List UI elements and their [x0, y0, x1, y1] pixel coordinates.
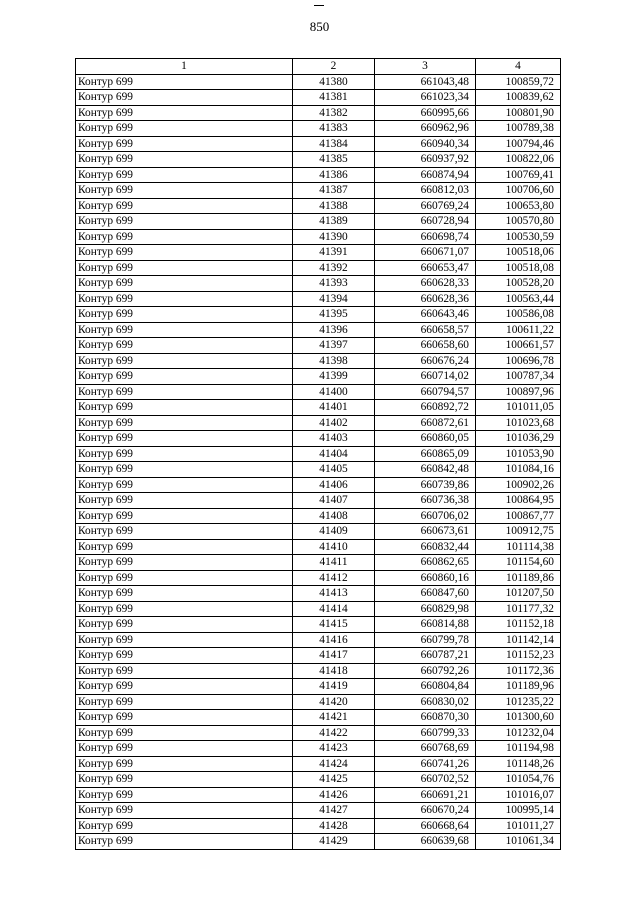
contour-name-cell: Контур 699 — [76, 818, 293, 834]
y-coordinate-cell: 100867,77 — [476, 508, 561, 524]
table-row — [76, 152, 561, 168]
point-number-cell: 41411 — [293, 555, 375, 571]
x-coordinate-cell: 661043,48 — [375, 74, 476, 90]
x-coordinate-cell: 660870,30 — [375, 710, 476, 726]
contour-name-cell: Контур 699 — [76, 679, 293, 695]
y-coordinate-cell: 101235,22 — [476, 694, 561, 710]
point-number-cell: 41404 — [293, 446, 375, 462]
table-row — [76, 260, 561, 276]
contour-name-cell: Контур 699 — [76, 694, 293, 710]
contour-name-cell: Контур 699 — [76, 353, 293, 369]
y-coordinate-cell: 101189,96 — [476, 679, 561, 695]
y-coordinate-cell: 100518,08 — [476, 260, 561, 276]
x-coordinate-cell: 660676,24 — [375, 353, 476, 369]
point-number-cell: 41407 — [293, 493, 375, 509]
point-number-cell: 41395 — [293, 307, 375, 323]
y-coordinate-cell: 100995,14 — [476, 803, 561, 819]
x-coordinate-cell: 660874,94 — [375, 167, 476, 183]
x-coordinate-cell: 660940,34 — [375, 136, 476, 152]
table-row — [76, 493, 561, 509]
y-coordinate-cell: 100801,90 — [476, 105, 561, 121]
x-coordinate-cell: 660728,94 — [375, 214, 476, 230]
point-number-cell: 41417 — [293, 648, 375, 664]
contour-name-cell: Контур 699 — [76, 462, 293, 478]
y-coordinate-cell: 101148,26 — [476, 756, 561, 772]
x-coordinate-cell: 661023,34 — [375, 90, 476, 106]
x-coordinate-cell: 660739,86 — [375, 477, 476, 493]
table-row — [76, 617, 561, 633]
table-row — [76, 322, 561, 338]
x-coordinate-cell: 660799,78 — [375, 632, 476, 648]
x-coordinate-cell: 660804,84 — [375, 679, 476, 695]
y-coordinate-cell: 100769,41 — [476, 167, 561, 183]
contour-name-cell: Контур 699 — [76, 90, 293, 106]
x-coordinate-cell: 660892,72 — [375, 400, 476, 416]
table-row — [76, 803, 561, 819]
x-coordinate-cell: 660769,24 — [375, 198, 476, 214]
contour-name-cell: Контур 699 — [76, 136, 293, 152]
point-number-cell: 41394 — [293, 291, 375, 307]
y-coordinate-cell: 101177,32 — [476, 601, 561, 617]
y-coordinate-cell: 101114,38 — [476, 539, 561, 555]
point-number-cell: 41409 — [293, 524, 375, 540]
x-coordinate-cell: 660736,38 — [375, 493, 476, 509]
table-row — [76, 431, 561, 447]
point-number-cell: 41420 — [293, 694, 375, 710]
x-coordinate-cell: 660787,21 — [375, 648, 476, 664]
top-mark — [314, 5, 324, 6]
column-header-1: 1 — [76, 59, 293, 75]
point-number-cell: 41380 — [293, 74, 375, 90]
x-coordinate-cell: 660794,57 — [375, 384, 476, 400]
table-row — [76, 291, 561, 307]
x-coordinate-cell: 660814,88 — [375, 617, 476, 633]
table-row — [76, 818, 561, 834]
point-number-cell: 41396 — [293, 322, 375, 338]
x-coordinate-cell: 660830,02 — [375, 694, 476, 710]
x-coordinate-cell: 660714,02 — [375, 369, 476, 385]
x-coordinate-cell: 660668,64 — [375, 818, 476, 834]
table-row — [76, 555, 561, 571]
table-row — [76, 834, 561, 850]
x-coordinate-cell: 660962,96 — [375, 121, 476, 137]
x-coordinate-cell: 660658,60 — [375, 338, 476, 354]
contour-name-cell: Контур 699 — [76, 648, 293, 664]
table-row — [76, 400, 561, 416]
contour-name-cell: Контур 699 — [76, 214, 293, 230]
point-number-cell: 41428 — [293, 818, 375, 834]
y-coordinate-cell: 100653,80 — [476, 198, 561, 214]
table-row — [76, 772, 561, 788]
table-row — [76, 508, 561, 524]
x-coordinate-cell: 660792,26 — [375, 663, 476, 679]
table-row — [76, 369, 561, 385]
point-number-cell: 41386 — [293, 167, 375, 183]
y-coordinate-cell: 100586,08 — [476, 307, 561, 323]
table-row — [76, 214, 561, 230]
point-number-cell: 41421 — [293, 710, 375, 726]
contour-name-cell: Контур 699 — [76, 229, 293, 245]
y-coordinate-cell: 101023,68 — [476, 415, 561, 431]
column-header-3: 3 — [375, 59, 476, 75]
y-coordinate-cell: 101152,18 — [476, 617, 561, 633]
point-number-cell: 41388 — [293, 198, 375, 214]
column-header-4: 4 — [476, 59, 561, 75]
table-row — [76, 229, 561, 245]
contour-name-cell: Контур 699 — [76, 198, 293, 214]
contour-name-cell: Контур 699 — [76, 152, 293, 168]
point-number-cell: 41419 — [293, 679, 375, 695]
contour-name-cell: Контур 699 — [76, 183, 293, 199]
x-coordinate-cell: 660671,07 — [375, 245, 476, 261]
x-coordinate-cell: 660691,21 — [375, 787, 476, 803]
table-row — [76, 198, 561, 214]
contour-name-cell: Контур 699 — [76, 508, 293, 524]
table-row — [76, 121, 561, 137]
y-coordinate-cell: 100706,60 — [476, 183, 561, 199]
point-number-cell: 41425 — [293, 772, 375, 788]
y-coordinate-cell: 100696,78 — [476, 353, 561, 369]
y-coordinate-cell: 101194,98 — [476, 741, 561, 757]
contour-name-cell: Контур 699 — [76, 586, 293, 602]
x-coordinate-cell: 660768,69 — [375, 741, 476, 757]
x-coordinate-cell: 660812,03 — [375, 183, 476, 199]
point-number-cell: 41405 — [293, 462, 375, 478]
y-coordinate-cell: 100563,44 — [476, 291, 561, 307]
point-number-cell: 41406 — [293, 477, 375, 493]
x-coordinate-cell: 660860,16 — [375, 570, 476, 586]
y-coordinate-cell: 100611,22 — [476, 322, 561, 338]
contour-name-cell: Контур 699 — [76, 539, 293, 555]
table-row — [76, 446, 561, 462]
table-row — [76, 415, 561, 431]
x-coordinate-cell: 660653,47 — [375, 260, 476, 276]
x-coordinate-cell: 660658,57 — [375, 322, 476, 338]
x-coordinate-cell: 660937,92 — [375, 152, 476, 168]
y-coordinate-cell: 101207,50 — [476, 586, 561, 602]
contour-name-cell: Контур 699 — [76, 384, 293, 400]
point-number-cell: 41397 — [293, 338, 375, 354]
table-row — [76, 586, 561, 602]
point-number-cell: 41393 — [293, 276, 375, 292]
contour-name-cell: Контур 699 — [76, 477, 293, 493]
point-number-cell: 41422 — [293, 725, 375, 741]
point-number-cell: 41418 — [293, 663, 375, 679]
table-row — [76, 648, 561, 664]
x-coordinate-cell: 660842,48 — [375, 462, 476, 478]
point-number-cell: 41398 — [293, 353, 375, 369]
point-number-cell: 41429 — [293, 834, 375, 850]
table-row — [76, 74, 561, 90]
table-row — [76, 90, 561, 106]
contour-name-cell: Контур 699 — [76, 431, 293, 447]
point-number-cell: 41414 — [293, 601, 375, 617]
table-row — [76, 477, 561, 493]
point-number-cell: 41392 — [293, 260, 375, 276]
contour-name-cell: Контур 699 — [76, 601, 293, 617]
table-row — [76, 384, 561, 400]
y-coordinate-cell: 101061,34 — [476, 834, 561, 850]
table-row — [76, 524, 561, 540]
y-coordinate-cell: 101172,36 — [476, 663, 561, 679]
point-number-cell: 41390 — [293, 229, 375, 245]
contour-name-cell: Контур 699 — [76, 446, 293, 462]
table-row — [76, 462, 561, 478]
x-coordinate-cell: 660628,36 — [375, 291, 476, 307]
table-row — [76, 632, 561, 648]
x-coordinate-cell: 660643,46 — [375, 307, 476, 323]
contour-name-cell: Контур 699 — [76, 555, 293, 571]
table-header-row — [76, 59, 561, 75]
contour-name-cell: Контур 699 — [76, 741, 293, 757]
contour-name-cell: Контур 699 — [76, 400, 293, 416]
x-coordinate-cell: 660860,05 — [375, 431, 476, 447]
contour-name-cell: Контур 699 — [76, 322, 293, 338]
table-row — [76, 539, 561, 555]
table-row — [76, 136, 561, 152]
table-row — [76, 601, 561, 617]
y-coordinate-cell: 100530,59 — [476, 229, 561, 245]
point-number-cell: 41381 — [293, 90, 375, 106]
table-row — [76, 183, 561, 199]
x-coordinate-cell: 660702,52 — [375, 772, 476, 788]
y-coordinate-cell: 101011,05 — [476, 400, 561, 416]
point-number-cell: 41387 — [293, 183, 375, 199]
contour-name-cell: Контур 699 — [76, 74, 293, 90]
point-number-cell: 41427 — [293, 803, 375, 819]
y-coordinate-cell: 101011,27 — [476, 818, 561, 834]
column-header-2: 2 — [293, 59, 375, 75]
y-coordinate-cell: 100787,34 — [476, 369, 561, 385]
contour-name-cell: Контур 699 — [76, 245, 293, 261]
point-number-cell: 41416 — [293, 632, 375, 648]
point-number-cell: 41408 — [293, 508, 375, 524]
point-number-cell: 41384 — [293, 136, 375, 152]
contour-name-cell: Контур 699 — [76, 725, 293, 741]
contour-name-cell: Контур 699 — [76, 524, 293, 540]
point-number-cell: 41424 — [293, 756, 375, 772]
table-row — [76, 245, 561, 261]
contour-name-cell: Контур 699 — [76, 570, 293, 586]
contour-name-cell: Контур 699 — [76, 369, 293, 385]
contour-name-cell: Контур 699 — [76, 105, 293, 121]
contour-name-cell: Контур 699 — [76, 260, 293, 276]
y-coordinate-cell: 100859,72 — [476, 74, 561, 90]
table-row — [76, 353, 561, 369]
contour-name-cell: Контур 699 — [76, 167, 293, 183]
y-coordinate-cell: 100570,80 — [476, 214, 561, 230]
table-row — [76, 167, 561, 183]
x-coordinate-cell: 660829,98 — [375, 601, 476, 617]
contour-name-cell: Контур 699 — [76, 338, 293, 354]
y-coordinate-cell: 100902,26 — [476, 477, 561, 493]
y-coordinate-cell: 100864,95 — [476, 493, 561, 509]
coordinates-table — [75, 58, 561, 850]
contour-name-cell: Контур 699 — [76, 617, 293, 633]
y-coordinate-cell: 100839,62 — [476, 90, 561, 106]
y-coordinate-cell: 101016,07 — [476, 787, 561, 803]
table-row — [76, 787, 561, 803]
contour-name-cell: Контур 699 — [76, 415, 293, 431]
contour-name-cell: Контур 699 — [76, 710, 293, 726]
table-row — [76, 276, 561, 292]
y-coordinate-cell: 100528,20 — [476, 276, 561, 292]
point-number-cell: 41389 — [293, 214, 375, 230]
x-coordinate-cell: 660670,24 — [375, 803, 476, 819]
y-coordinate-cell: 100661,57 — [476, 338, 561, 354]
x-coordinate-cell: 660872,61 — [375, 415, 476, 431]
table-row — [76, 679, 561, 695]
point-number-cell: 41400 — [293, 384, 375, 400]
table-row — [76, 338, 561, 354]
x-coordinate-cell: 660741,26 — [375, 756, 476, 772]
x-coordinate-cell: 660698,74 — [375, 229, 476, 245]
y-coordinate-cell: 101054,76 — [476, 772, 561, 788]
point-number-cell: 41402 — [293, 415, 375, 431]
point-number-cell: 41383 — [293, 121, 375, 137]
point-number-cell: 41401 — [293, 400, 375, 416]
y-coordinate-cell: 100794,46 — [476, 136, 561, 152]
table-row — [76, 756, 561, 772]
table-row — [76, 694, 561, 710]
point-number-cell: 41399 — [293, 369, 375, 385]
table-row — [76, 570, 561, 586]
x-coordinate-cell: 660832,44 — [375, 539, 476, 555]
table-row — [76, 105, 561, 121]
y-coordinate-cell: 101142,14 — [476, 632, 561, 648]
y-coordinate-cell: 100518,06 — [476, 245, 561, 261]
x-coordinate-cell: 660706,02 — [375, 508, 476, 524]
y-coordinate-cell: 100789,38 — [476, 121, 561, 137]
point-number-cell: 41403 — [293, 431, 375, 447]
table-row — [76, 725, 561, 741]
contour-name-cell: Контур 699 — [76, 307, 293, 323]
point-number-cell: 41413 — [293, 586, 375, 602]
x-coordinate-cell: 660995,66 — [375, 105, 476, 121]
contour-name-cell: Контур 699 — [76, 772, 293, 788]
contour-name-cell: Контур 699 — [76, 834, 293, 850]
y-coordinate-cell: 100897,96 — [476, 384, 561, 400]
point-number-cell: 41391 — [293, 245, 375, 261]
y-coordinate-cell: 100912,75 — [476, 524, 561, 540]
y-coordinate-cell: 101036,29 — [476, 431, 561, 447]
x-coordinate-cell: 660673,61 — [375, 524, 476, 540]
table-row — [76, 741, 561, 757]
point-number-cell: 41415 — [293, 617, 375, 633]
y-coordinate-cell: 101300,60 — [476, 710, 561, 726]
contour-name-cell: Контур 699 — [76, 121, 293, 137]
y-coordinate-cell: 101084,16 — [476, 462, 561, 478]
contour-name-cell: Контур 699 — [76, 291, 293, 307]
contour-name-cell: Контур 699 — [76, 276, 293, 292]
x-coordinate-cell: 660639,68 — [375, 834, 476, 850]
table-row — [76, 710, 561, 726]
point-number-cell: 41385 — [293, 152, 375, 168]
x-coordinate-cell: 660628,33 — [375, 276, 476, 292]
y-coordinate-cell: 101053,90 — [476, 446, 561, 462]
contour-name-cell: Контур 699 — [76, 493, 293, 509]
x-coordinate-cell: 660799,33 — [375, 725, 476, 741]
page-number: 850 — [309, 19, 330, 34]
contour-name-cell: Контур 699 — [76, 803, 293, 819]
y-coordinate-cell: 101154,60 — [476, 555, 561, 571]
y-coordinate-cell: 101189,86 — [476, 570, 561, 586]
table-row — [76, 663, 561, 679]
x-coordinate-cell: 660865,09 — [375, 446, 476, 462]
y-coordinate-cell: 101232,04 — [476, 725, 561, 741]
contour-name-cell: Контур 699 — [76, 663, 293, 679]
x-coordinate-cell: 660862,65 — [375, 555, 476, 571]
point-number-cell: 41410 — [293, 539, 375, 555]
y-coordinate-cell: 101152,23 — [476, 648, 561, 664]
table-row — [76, 307, 561, 323]
y-coordinate-cell: 100822,06 — [476, 152, 561, 168]
contour-name-cell: Контур 699 — [76, 787, 293, 803]
contour-name-cell: Контур 699 — [76, 632, 293, 648]
point-number-cell: 41382 — [293, 105, 375, 121]
point-number-cell: 41412 — [293, 570, 375, 586]
point-number-cell: 41423 — [293, 741, 375, 757]
x-coordinate-cell: 660847,60 — [375, 586, 476, 602]
point-number-cell: 41426 — [293, 787, 375, 803]
contour-name-cell: Контур 699 — [76, 756, 293, 772]
